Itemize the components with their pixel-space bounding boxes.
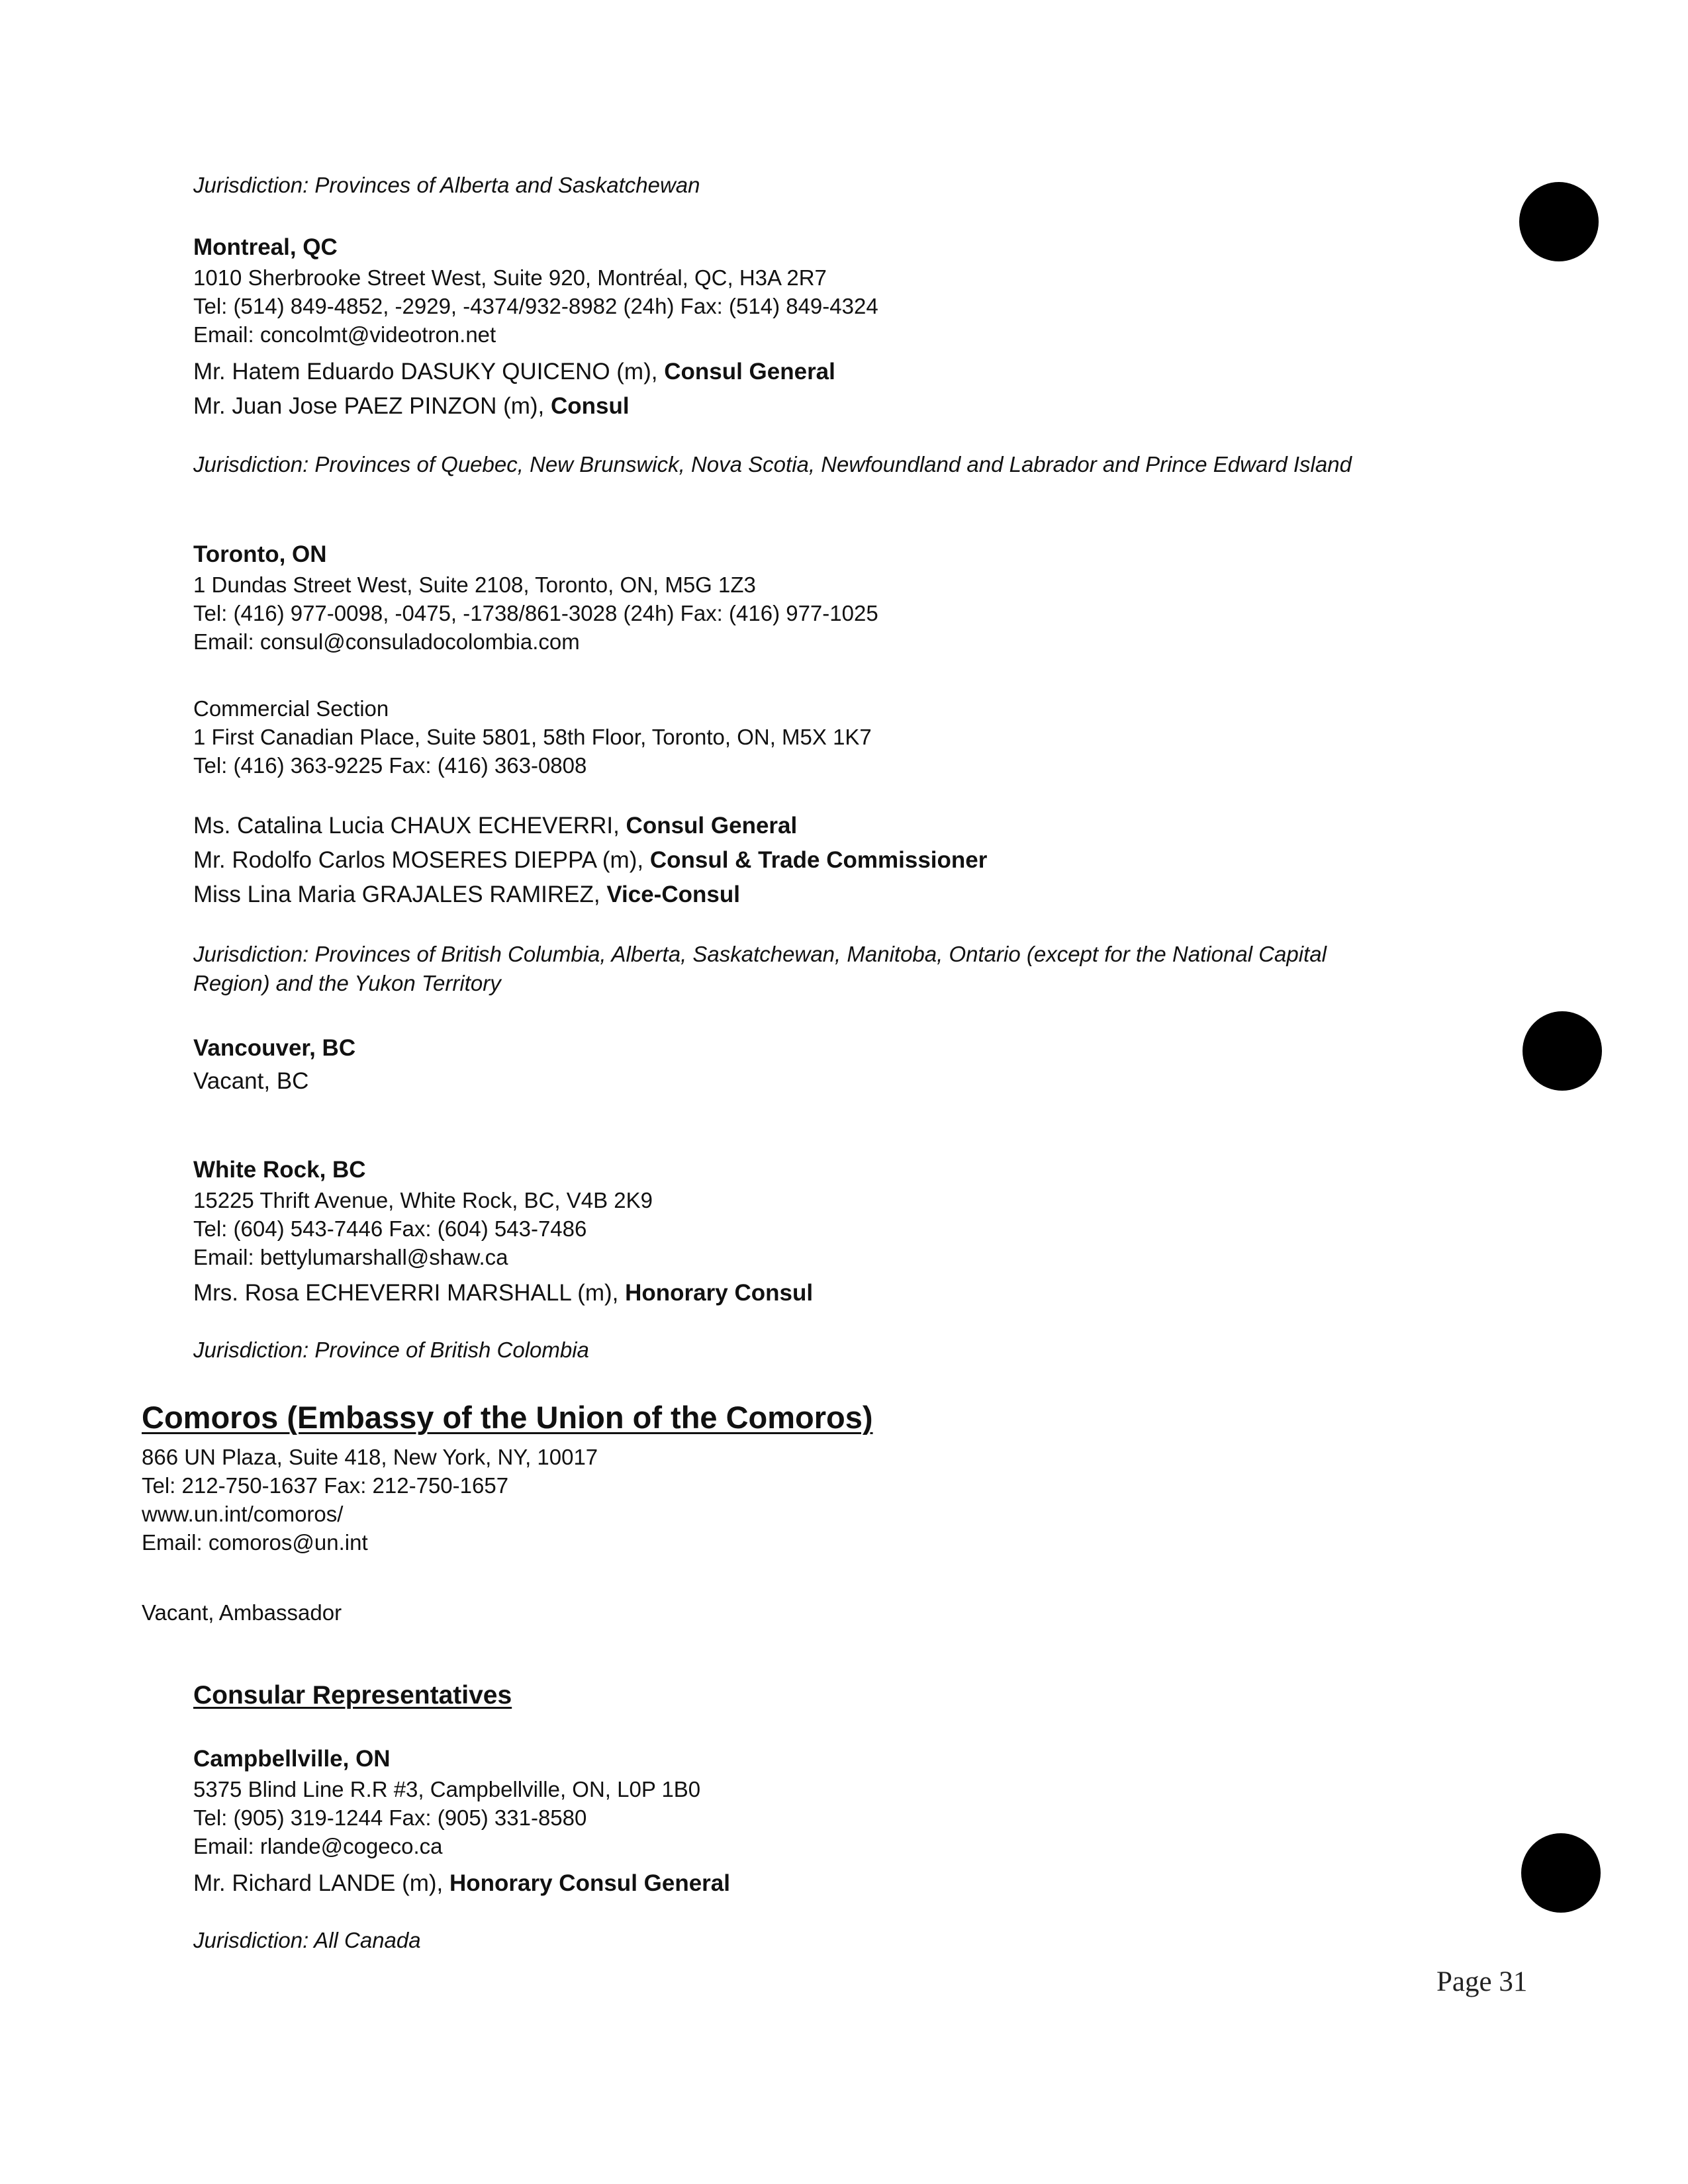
city-heading: Campbellville, ON (193, 1746, 391, 1772)
email: Email: rlande@cogeco.ca (193, 1834, 443, 1858)
official-title: Honorary Consul (625, 1280, 814, 1306)
address: 866 UN Plaza, Suite 418, New York, NY, 10017 (142, 1445, 598, 1469)
city-heading: White Rock, BC (193, 1157, 366, 1183)
jurisdiction-text: Jurisdiction: Provinces of Quebec, New Brunswick, Nova Scotia, Newfoundland and Labrador and Prince Edward Island (193, 452, 1352, 477)
city-heading: Montreal, QC (193, 234, 338, 260)
official-title: Consul General (664, 359, 835, 385)
email: Email: bettylumarshall@shaw.ca (193, 1245, 508, 1269)
official-title: Consul General (626, 813, 798, 839)
telephone: Tel: (905) 319-1244 Fax: (905) 331-8580 (193, 1805, 587, 1830)
vacancy-status: Vacant, BC (193, 1068, 309, 1094)
montreal-jurisdiction (193, 450, 1352, 479)
official-name: Mr. Juan Jose PAEZ PINZON (m), (193, 393, 551, 419)
toronto-officials (193, 809, 987, 912)
telephone: Tel: 212-750-1637 Fax: 212-750-1657 (142, 1473, 509, 1498)
official-name: Ms. Catalina Lucia CHAUX ECHEVERRI, (193, 813, 626, 839)
consular-heading-block (193, 1680, 512, 1711)
official-row (193, 809, 987, 843)
campbellville-official (193, 1866, 730, 1901)
toronto-commercial-section (193, 694, 872, 780)
official-row (193, 843, 987, 878)
toronto-section (193, 539, 878, 656)
jurisdiction-text-line2: Region) and the Yukon Territory (193, 971, 501, 995)
website: www.un.int/comoros/ (142, 1502, 344, 1526)
official-name: Mrs. Rosa ECHEVERRI MARSHALL (m), (193, 1280, 626, 1306)
comoros-ambassador (142, 1598, 342, 1627)
jurisdiction-text: Jurisdiction: All Canada (193, 1928, 421, 1952)
email: Email: consul@consuladocolombia.com (193, 629, 580, 654)
official-row (193, 355, 835, 389)
official-name: Mr. Richard LANDE (m), (193, 1870, 449, 1896)
official-row (193, 1276, 813, 1310)
address: 1010 Sherbrooke Street West, Suite 920, Montréal, QC, H3A 2R7 (193, 265, 827, 290)
punch-hole (1519, 182, 1599, 261)
official-title: Vice-Consul (606, 882, 740, 907)
campbellville-jurisdiction (193, 1926, 421, 1955)
commercial-label: Commercial Section (193, 696, 389, 721)
address: 1 First Canadian Place, Suite 5801, 58th Floor, Toronto, ON, M5X 1K7 (193, 725, 872, 749)
toronto-jurisdiction (193, 940, 1327, 998)
jurisdiction-text-line1: Jurisdiction: Provinces of British Columbia, Alberta, Saskatchewan, Manitoba, Ontario (except for the National Capital (193, 942, 1327, 966)
official-title: Honorary Consul General (449, 1870, 730, 1896)
email: Email: concolmt@videotron.net (193, 322, 496, 347)
official-row (193, 389, 835, 424)
punch-hole (1521, 1833, 1601, 1913)
vancouver-section (193, 1032, 355, 1099)
address: 5375 Blind Line R.R #3, Campbellville, ON, L0P 1B0 (193, 1777, 701, 1801)
punch-hole (1523, 1011, 1602, 1091)
white-rock-jurisdiction (193, 1336, 589, 1365)
country-heading: Comoros (Embassy of the Union of the Comoros) (142, 1400, 873, 1435)
jurisdiction-text: Jurisdiction: Province of British Colombia (193, 1338, 589, 1362)
official-title: Consul & Trade Commissioner (649, 847, 988, 873)
address: 15225 Thrift Avenue, White Rock, BC, V4B 2K9 (193, 1188, 653, 1212)
official-row (193, 878, 987, 912)
white-rock-official (193, 1276, 813, 1310)
montreal-officials (193, 355, 835, 424)
consular-representatives-heading: Consular Representatives (193, 1681, 512, 1709)
city-heading: Vancouver, BC (193, 1035, 356, 1061)
campbellville-section (193, 1743, 700, 1860)
telephone: Tel: (416) 977-0098, -0475, -1738/861-3028 (24h) Fax: (416) 977-1025 (193, 601, 878, 625)
page-number: Page 31 (1436, 1966, 1528, 1997)
white-rock-section (193, 1154, 653, 1271)
telephone: Tel: (416) 363-9225 Fax: (416) 363-0808 (193, 753, 587, 778)
official-title: Consul (551, 393, 630, 419)
jurisdiction-text: Jurisdiction: Provinces of Alberta and Saskatchewan (193, 173, 700, 197)
telephone: Tel: (514) 849-4852, -2929, -4374/932-8982 (24h) Fax: (514) 849-4324 (193, 294, 878, 318)
official-name: Mr. Hatem Eduardo DASUKY QUICENO (m), (193, 359, 665, 385)
comoros-contact (142, 1443, 598, 1557)
telephone: Tel: (604) 543-7446 Fax: (604) 543-7486 (193, 1216, 587, 1241)
top-jurisdiction (193, 171, 700, 200)
official-name: Mr. Rodolfo Carlos MOSERES DIEPPA (m), (193, 847, 650, 873)
address: 1 Dundas Street West, Suite 2108, Toronto, ON, M5G 1Z3 (193, 572, 756, 597)
ambassador-status: Vacant, Ambassador (142, 1600, 342, 1625)
montreal-section (193, 232, 878, 349)
official-name: Miss Lina Maria GRAJALES RAMIREZ, (193, 882, 607, 907)
city-heading: Toronto, ON (193, 541, 327, 567)
email: Email: comoros@un.int (142, 1530, 368, 1555)
official-row (193, 1866, 730, 1901)
comoros-heading-block (142, 1399, 873, 1436)
